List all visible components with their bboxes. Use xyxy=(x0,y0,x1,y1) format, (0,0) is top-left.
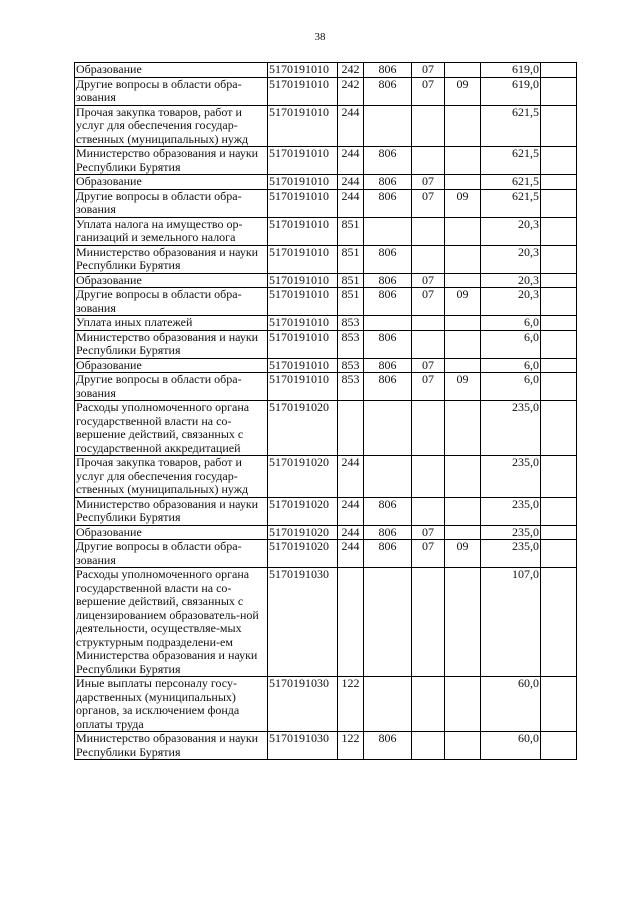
row-section xyxy=(412,105,445,147)
row-expense-type: 242 xyxy=(338,63,364,78)
row-section xyxy=(412,677,445,732)
row-amount: 235,0 xyxy=(481,401,541,456)
table-row xyxy=(75,273,577,288)
row-section xyxy=(412,732,445,760)
row-ministry-code: 806 xyxy=(364,358,412,373)
row-name: Расходы уполномоченного органа государственной власти на со-вершение действий, связанных с государственной аккредитацией xyxy=(75,401,268,456)
row-ministry-code: 806 xyxy=(364,373,412,401)
table-row xyxy=(75,456,577,498)
table-row xyxy=(75,540,577,568)
row-empty-cell xyxy=(541,540,577,568)
row-amount: 621,5 xyxy=(481,189,541,217)
row-target-code: 5170191010 xyxy=(268,147,338,175)
row-empty-cell xyxy=(541,175,577,190)
table-row xyxy=(75,497,577,525)
row-name: Прочая закупка товаров, работ и услуг для обеспечения государ-ственных (муниципальных) нужд xyxy=(75,456,268,498)
row-ministry-code xyxy=(364,677,412,732)
row-name: Министерство образования и науки Республики Бурятия xyxy=(75,732,268,760)
table-row xyxy=(75,330,577,358)
row-name: Образование xyxy=(75,175,268,190)
row-name: Другие вопросы в области обра-зования xyxy=(75,373,268,401)
row-ministry-code: 806 xyxy=(364,525,412,540)
table-row xyxy=(75,732,577,760)
row-name: Министерство образования и науки Республики Бурятия xyxy=(75,330,268,358)
row-name: Расходы уполномоченного органа государственной власти на со-вершение действий, связанных с лицензированием образователь-ной деятельности, осуществляе-мых структурным подразделени-ем Министерства образования и науки Республики Бурятия xyxy=(75,568,268,677)
row-subsection xyxy=(445,568,481,677)
row-empty-cell xyxy=(541,189,577,217)
row-target-code: 5170191020 xyxy=(268,540,338,568)
row-name: Другие вопросы в области обра-зования xyxy=(75,540,268,568)
row-ministry-code xyxy=(364,401,412,456)
row-target-code: 5170191010 xyxy=(268,316,338,331)
row-subsection xyxy=(445,316,481,331)
row-empty-cell xyxy=(541,105,577,147)
table-row xyxy=(75,568,577,677)
row-section xyxy=(412,330,445,358)
row-section xyxy=(412,568,445,677)
row-ministry-code: 806 xyxy=(364,497,412,525)
row-subsection xyxy=(445,147,481,175)
row-ministry-code: 806 xyxy=(364,147,412,175)
row-section: 07 xyxy=(412,175,445,190)
row-section: 07 xyxy=(412,358,445,373)
table-row xyxy=(75,147,577,175)
row-target-code: 5170191010 xyxy=(268,358,338,373)
table-row xyxy=(75,525,577,540)
row-empty-cell xyxy=(541,358,577,373)
table-row xyxy=(75,175,577,190)
row-ministry-code: 806 xyxy=(364,63,412,78)
row-target-code: 5170191010 xyxy=(268,245,338,273)
row-target-code: 5170191010 xyxy=(268,217,338,245)
row-ministry-code: 806 xyxy=(364,273,412,288)
row-amount: 107,0 xyxy=(481,568,541,677)
row-section xyxy=(412,456,445,498)
row-expense-type: 244 xyxy=(338,497,364,525)
row-amount: 20,3 xyxy=(481,245,541,273)
row-target-code: 5170191030 xyxy=(268,568,338,677)
table-row xyxy=(75,316,577,331)
row-amount: 235,0 xyxy=(481,540,541,568)
row-subsection: 09 xyxy=(445,288,481,316)
row-subsection xyxy=(445,175,481,190)
table-row xyxy=(75,77,577,105)
row-section xyxy=(412,245,445,273)
table-body xyxy=(75,63,577,760)
row-section: 07 xyxy=(412,288,445,316)
row-subsection xyxy=(445,330,481,358)
row-section: 07 xyxy=(412,373,445,401)
row-empty-cell xyxy=(541,330,577,358)
row-expense-type xyxy=(338,401,364,456)
row-section: 07 xyxy=(412,189,445,217)
row-name: Другие вопросы в области обра-зования xyxy=(75,77,268,105)
row-amount: 235,0 xyxy=(481,497,541,525)
row-expense-type: 851 xyxy=(338,245,364,273)
row-target-code: 5170191020 xyxy=(268,525,338,540)
row-amount: 621,5 xyxy=(481,105,541,147)
table-row xyxy=(75,105,577,147)
row-section xyxy=(412,147,445,175)
row-amount: 20,3 xyxy=(481,273,541,288)
table-row xyxy=(75,63,577,78)
page-number: 38 xyxy=(314,31,326,43)
row-ministry-code xyxy=(364,456,412,498)
row-section: 07 xyxy=(412,63,445,78)
row-empty-cell xyxy=(541,77,577,105)
row-expense-type: 244 xyxy=(338,540,364,568)
table-row xyxy=(75,677,577,732)
row-target-code: 5170191010 xyxy=(268,77,338,105)
row-target-code: 5170191010 xyxy=(268,63,338,78)
row-empty-cell xyxy=(541,217,577,245)
row-subsection xyxy=(445,105,481,147)
row-subsection xyxy=(445,217,481,245)
row-expense-type xyxy=(338,568,364,677)
row-empty-cell xyxy=(541,456,577,498)
row-empty-cell xyxy=(541,732,577,760)
row-amount: 235,0 xyxy=(481,525,541,540)
row-empty-cell xyxy=(541,288,577,316)
row-subsection xyxy=(445,63,481,78)
row-empty-cell xyxy=(541,245,577,273)
table-row xyxy=(75,189,577,217)
row-target-code: 5170191010 xyxy=(268,175,338,190)
row-subsection xyxy=(445,401,481,456)
row-amount: 20,3 xyxy=(481,217,541,245)
row-amount: 6,0 xyxy=(481,358,541,373)
row-expense-type: 244 xyxy=(338,175,364,190)
row-section xyxy=(412,217,445,245)
row-ministry-code: 806 xyxy=(364,732,412,760)
row-subsection xyxy=(445,358,481,373)
row-target-code: 5170191010 xyxy=(268,330,338,358)
row-ministry-code: 806 xyxy=(364,330,412,358)
row-empty-cell xyxy=(541,497,577,525)
row-name: Иные выплаты персоналу госу-дарственных (муниципальных) органов, за исключением фонда оплаты труда xyxy=(75,677,268,732)
row-target-code: 5170191020 xyxy=(268,497,338,525)
row-subsection xyxy=(445,525,481,540)
row-section: 07 xyxy=(412,525,445,540)
row-ministry-code: 806 xyxy=(364,540,412,568)
row-subsection xyxy=(445,732,481,760)
row-expense-type: 851 xyxy=(338,288,364,316)
row-subsection: 09 xyxy=(445,373,481,401)
row-expense-type: 853 xyxy=(338,373,364,401)
row-target-code: 5170191010 xyxy=(268,105,338,147)
row-amount: 621,5 xyxy=(481,147,541,175)
row-expense-type: 122 xyxy=(338,677,364,732)
row-name: Образование xyxy=(75,63,268,78)
row-amount: 621,5 xyxy=(481,175,541,190)
row-amount: 619,0 xyxy=(481,63,541,78)
row-name: Другие вопросы в области обра-зования xyxy=(75,288,268,316)
row-ministry-code xyxy=(364,568,412,677)
row-subsection xyxy=(445,677,481,732)
table-row xyxy=(75,288,577,316)
row-section: 07 xyxy=(412,540,445,568)
row-ministry-code: 806 xyxy=(364,175,412,190)
row-target-code: 5170191010 xyxy=(268,373,338,401)
row-amount: 60,0 xyxy=(481,732,541,760)
row-section xyxy=(412,401,445,456)
row-expense-type: 244 xyxy=(338,189,364,217)
row-empty-cell xyxy=(541,316,577,331)
row-expense-type: 853 xyxy=(338,330,364,358)
row-expense-type: 244 xyxy=(338,456,364,498)
row-expense-type: 244 xyxy=(338,147,364,175)
row-empty-cell xyxy=(541,401,577,456)
row-section: 07 xyxy=(412,77,445,105)
row-ministry-code: 806 xyxy=(364,189,412,217)
row-name: Образование xyxy=(75,273,268,288)
row-expense-type: 851 xyxy=(338,217,364,245)
row-ministry-code xyxy=(364,105,412,147)
row-target-code: 5170191010 xyxy=(268,189,338,217)
row-empty-cell xyxy=(541,63,577,78)
row-name: Прочая закупка товаров, работ и услуг для обеспечения государ-ственных (муниципальных) нужд xyxy=(75,105,268,147)
table-row xyxy=(75,401,577,456)
row-name: Образование xyxy=(75,358,268,373)
row-amount: 619,0 xyxy=(481,77,541,105)
row-empty-cell xyxy=(541,373,577,401)
row-ministry-code: 806 xyxy=(364,245,412,273)
table-row xyxy=(75,358,577,373)
table-row xyxy=(75,217,577,245)
row-target-code: 5170191030 xyxy=(268,732,338,760)
row-expense-type: 244 xyxy=(338,525,364,540)
row-name: Другие вопросы в области обра-зования xyxy=(75,189,268,217)
row-empty-cell xyxy=(541,568,577,677)
row-ministry-code xyxy=(364,217,412,245)
row-empty-cell xyxy=(541,525,577,540)
row-expense-type: 853 xyxy=(338,358,364,373)
row-subsection xyxy=(445,456,481,498)
row-name: Министерство образования и науки Республики Бурятия xyxy=(75,245,268,273)
row-empty-cell xyxy=(541,147,577,175)
row-name: Образование xyxy=(75,525,268,540)
row-amount: 235,0 xyxy=(481,456,541,498)
table-row xyxy=(75,245,577,273)
row-expense-type: 851 xyxy=(338,273,364,288)
row-amount: 20,3 xyxy=(481,288,541,316)
row-section: 07 xyxy=(412,273,445,288)
row-subsection xyxy=(445,497,481,525)
row-amount: 6,0 xyxy=(481,316,541,331)
row-target-code: 5170191020 xyxy=(268,401,338,456)
row-subsection xyxy=(445,245,481,273)
row-name: Министерство образования и науки Республики Бурятия xyxy=(75,497,268,525)
row-amount: 60,0 xyxy=(481,677,541,732)
row-ministry-code: 806 xyxy=(364,288,412,316)
row-subsection: 09 xyxy=(445,189,481,217)
row-name: Уплата налога на имущество ор-ганизаций и земельного налога xyxy=(75,217,268,245)
row-expense-type: 242 xyxy=(338,77,364,105)
row-target-code: 5170191010 xyxy=(268,288,338,316)
row-target-code: 5170191030 xyxy=(268,677,338,732)
row-empty-cell xyxy=(541,677,577,732)
row-subsection: 09 xyxy=(445,540,481,568)
row-target-code: 5170191020 xyxy=(268,456,338,498)
row-ministry-code: 806 xyxy=(364,77,412,105)
table-row xyxy=(75,373,577,401)
row-expense-type: 244 xyxy=(338,105,364,147)
row-expense-type: 853 xyxy=(338,316,364,331)
row-target-code: 5170191010 xyxy=(268,273,338,288)
row-subsection xyxy=(445,273,481,288)
row-section xyxy=(412,316,445,331)
row-amount: 6,0 xyxy=(481,330,541,358)
row-empty-cell xyxy=(541,273,577,288)
row-subsection: 09 xyxy=(445,77,481,105)
row-ministry-code xyxy=(364,316,412,331)
row-name: Министерство образования и науки Республики Бурятия xyxy=(75,147,268,175)
row-expense-type: 122 xyxy=(338,732,364,760)
row-section xyxy=(412,497,445,525)
budget-table xyxy=(74,62,577,760)
row-amount: 6,0 xyxy=(481,373,541,401)
row-name: Уплата иных платежей xyxy=(75,316,268,331)
